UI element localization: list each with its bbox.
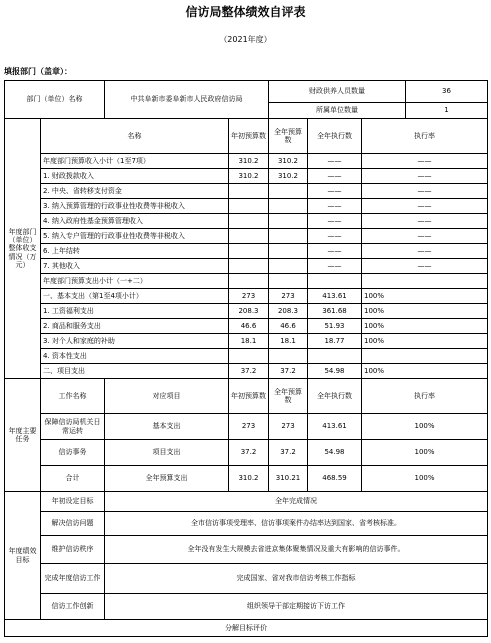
budget-row-exec: —— (308, 199, 362, 214)
budget-row-full: 37.2 (269, 364, 308, 379)
budget-header-row (5, 119, 488, 154)
task-row (5, 440, 488, 466)
footer-label: 分解目标评价 (5, 620, 488, 637)
goal-row-done: 完成国家、省对我市信访考核工作指标 (105, 564, 488, 594)
goal-row-done: 全年没有发生大规模去省进京集体聚集情况及重大有影响的信访事件。 (105, 536, 488, 564)
budget-row-initial (229, 259, 269, 274)
budget-row (5, 304, 488, 319)
budget-row (5, 244, 488, 259)
footer-row (5, 620, 488, 637)
budget-row-exec (308, 274, 362, 289)
task-row-name: 信访事务 (41, 440, 105, 466)
budget-row (5, 349, 488, 364)
goal-row (5, 536, 488, 564)
task-row-item: 项目支出 (105, 440, 229, 466)
budget-header-exec: 全年执行数 (308, 119, 362, 154)
budget-row-full (269, 244, 308, 259)
budget-row-initial: 46.6 (229, 319, 269, 334)
goal-row-set: 维护信访秩序 (41, 536, 105, 564)
budget-row-exec: —— (308, 154, 362, 169)
goals-section-label: 年度绩效目标 (5, 492, 41, 620)
budget-row (5, 289, 488, 304)
budget-row-name: 4. 资本性支出 (41, 349, 229, 364)
task-row-name: 合计 (41, 466, 105, 492)
budget-row-rate (362, 349, 488, 364)
tasks-section-label: 年度主要任务 (5, 379, 41, 492)
budget-row-name: 5. 纳入专户管理的行政事业性收费等非税收入 (41, 229, 229, 244)
budget-row-name: 3. 对个人和家庭的补助 (41, 334, 229, 349)
budget-header-rate: 执行率 (362, 119, 488, 154)
year-label: （2021年度） (219, 35, 272, 44)
budget-row-rate: —— (362, 244, 488, 259)
budget-row-initial: 310.2 (229, 169, 269, 184)
budget-row (5, 199, 488, 214)
budget-row-full (269, 214, 308, 229)
goal-row (5, 594, 488, 620)
budget-row-full: 208.3 (269, 304, 308, 319)
budget-row-initial (229, 184, 269, 199)
unit-row (5, 81, 488, 103)
task-row-full: 273 (269, 414, 308, 440)
budget-row-name: 7. 其他收入 (41, 259, 229, 274)
unit-name-label: 部门（单位）名称 (5, 81, 105, 119)
budget-row-name: 4. 纳入政府性基金预算管理收入 (41, 214, 229, 229)
budget-row-rate: 100% (362, 304, 488, 319)
units-count-label: 所属单位数量 (269, 103, 406, 119)
budget-row-initial (229, 199, 269, 214)
budget-row-name: 年度部门预算支出小计（一+二） (41, 274, 229, 289)
tasks-header-item: 对应项目 (105, 379, 229, 414)
task-row-exec: 54.98 (308, 440, 362, 466)
budget-row-exec: —— (308, 244, 362, 259)
tasks-header-initial: 年初预算数 (229, 379, 269, 414)
budget-row-initial: 37.2 (229, 364, 269, 379)
budget-row-rate: —— (362, 259, 488, 274)
unit-name-value: 中共阜新市委阜新市人民政府信访局 (105, 81, 269, 119)
budget-row-full: 46.6 (269, 319, 308, 334)
budget-row-full (269, 259, 308, 274)
tasks-header-rate: 执行率 (362, 379, 488, 414)
goal-row-set: 信访工作创新 (41, 594, 105, 620)
budget-row-exec: —— (308, 169, 362, 184)
budget-row-full (269, 229, 308, 244)
budget-row-name: 6. 上年结转 (41, 244, 229, 259)
budget-row-initial: 18.1 (229, 334, 269, 349)
task-row-initial: 37.2 (229, 440, 269, 466)
budget-header-initial: 年初预算数 (229, 119, 269, 154)
budget-row-initial: 208.3 (229, 304, 269, 319)
fin-staff-value: 36 (406, 81, 488, 103)
budget-row-exec: —— (308, 184, 362, 199)
budget-row-exec (308, 349, 362, 364)
goal-row (5, 512, 488, 536)
budget-header-full: 全年预算数 (269, 119, 308, 154)
budget-row-exec: 413.61 (308, 289, 362, 304)
budget-row-exec: 18.77 (308, 334, 362, 349)
task-row-exec: 468.59 (308, 466, 362, 492)
budget-row-name: 1. 财政拨款收入 (41, 169, 229, 184)
goals-header-set: 年初设定目标 (41, 492, 105, 512)
budget-row-exec: 361.68 (308, 304, 362, 319)
budget-section-label: 年度部门（单位）整体收支情况（万元） (5, 119, 41, 379)
budget-row (5, 169, 488, 184)
budget-row-initial (229, 229, 269, 244)
budget-row-name: 二、项目支出 (41, 364, 229, 379)
task-row-full: 37.2 (269, 440, 308, 466)
task-row-name: 保障信访局机关日常运转 (41, 414, 105, 440)
budget-row-rate: 100% (362, 289, 488, 304)
budget-row-name: 1. 工资福利支出 (41, 304, 229, 319)
task-row-full: 310.21 (269, 466, 308, 492)
task-row (5, 414, 488, 440)
fin-staff-label: 财政供养人员数量 (269, 81, 406, 103)
budget-row (5, 364, 488, 379)
budget-row-exec: —— (308, 229, 362, 244)
budget-row-exec: —— (308, 214, 362, 229)
budget-row (5, 319, 488, 334)
budget-row-name: 年度部门预算收入小计（1至7项） (41, 154, 229, 169)
goal-row-set: 解决信访问题 (41, 512, 105, 536)
budget-row-name: 2. 中央、省转移支付资金 (41, 184, 229, 199)
units-count-value: 1 (406, 103, 488, 119)
task-row-initial: 273 (229, 414, 269, 440)
budget-row-initial (229, 214, 269, 229)
budget-row-full: 310.2 (269, 169, 308, 184)
task-row (5, 466, 488, 492)
budget-row-full: 18.1 (269, 334, 308, 349)
budget-row (5, 334, 488, 349)
budget-row-rate: 100% (362, 334, 488, 349)
goal-row-done: 组织领导干部定期接访下访工作 (105, 594, 488, 620)
budget-row (5, 184, 488, 199)
goal-row-set: 完成年度信访工作 (41, 564, 105, 594)
budget-row (5, 154, 488, 169)
budget-row-rate: 100% (362, 364, 488, 379)
tasks-header-exec: 全年执行数 (308, 379, 362, 414)
budget-row (5, 259, 488, 274)
goals-header-done: 全年完成情况 (105, 492, 488, 512)
task-row-item: 基本支出 (105, 414, 229, 440)
task-row-rate: 100% (362, 466, 488, 492)
budget-row (5, 229, 488, 244)
budget-row-rate: —— (362, 199, 488, 214)
tasks-header-task: 工作名称 (41, 379, 105, 414)
budget-header-name: 名称 (41, 119, 229, 154)
task-row-rate: 100% (362, 414, 488, 440)
budget-row-full (269, 184, 308, 199)
budget-row-full: 310.2 (269, 154, 308, 169)
budget-row-initial (229, 244, 269, 259)
budget-row-rate: —— (362, 184, 488, 199)
budget-row (5, 274, 488, 289)
budget-row-name: 3. 纳入预算管理的行政事业性收费等非税收入 (41, 199, 229, 214)
budget-row-full (269, 349, 308, 364)
task-row-rate: 100% (362, 440, 488, 466)
filler-label: 填报部门（盖章）： (4, 67, 72, 76)
budget-row-initial: 310.2 (229, 154, 269, 169)
budget-row-rate (362, 274, 488, 289)
tasks-header-row (5, 379, 488, 414)
budget-row-exec: 54.98 (308, 364, 362, 379)
budget-row-initial (229, 349, 269, 364)
goals-header-row (5, 492, 488, 512)
task-row-exec: 413.61 (308, 414, 362, 440)
budget-row-rate: —— (362, 154, 488, 169)
budget-row-full (269, 274, 308, 289)
page-title: 信访局整体绩效自评表 (185, 5, 306, 19)
tasks-header-full: 全年预算数 (269, 379, 308, 414)
budget-row-full: 273 (269, 289, 308, 304)
budget-row (5, 214, 488, 229)
budget-row-name: 2. 商品和服务支出 (41, 319, 229, 334)
budget-row-initial (229, 274, 269, 289)
budget-row-initial: 273 (229, 289, 269, 304)
task-row-initial: 310.2 (229, 466, 269, 492)
evaluation-table (4, 80, 488, 637)
budget-row-exec: —— (308, 259, 362, 274)
budget-row-rate: —— (362, 169, 488, 184)
goal-row (5, 564, 488, 594)
budget-row-rate: —— (362, 229, 488, 244)
task-row-item: 全年预算支出 (105, 466, 229, 492)
budget-row-rate: —— (362, 214, 488, 229)
goal-row-done: 全市信访事项受理率、信访事项案件办结率达到国家、省考核标准。 (105, 512, 488, 536)
budget-row-exec: 51.93 (308, 319, 362, 334)
budget-row-full (269, 199, 308, 214)
budget-row-rate: 100% (362, 319, 488, 334)
budget-row-name: 一、基本支出（第1至4项小计） (41, 289, 229, 304)
